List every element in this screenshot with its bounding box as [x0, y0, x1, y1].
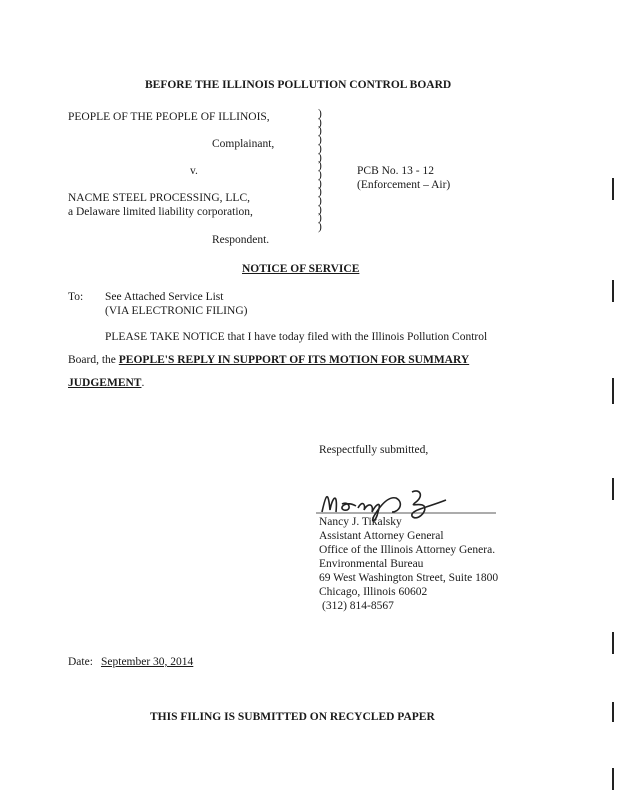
notice-body-line-2: [68, 353, 469, 367]
attorney-bureau: Environmental Bureau: [319, 558, 424, 570]
attorney-city: Chicago, Illinois 60602: [319, 586, 428, 598]
paren: ): [318, 134, 322, 147]
scan-artifact: [612, 768, 614, 790]
notice-body-line-3: [68, 376, 144, 390]
paren: ): [318, 151, 322, 164]
paren: ): [318, 142, 322, 155]
complainant-label: Complainant,: [212, 138, 275, 150]
paren: ): [318, 108, 322, 120]
defendant-name: NACME STEEL PROCESSING, LLC,: [68, 192, 250, 204]
paren: ): [318, 168, 322, 181]
body-suffix: .: [141, 377, 145, 389]
date-label: Date:: [68, 656, 93, 668]
respondent-label: Respondent.: [212, 234, 270, 246]
closing: Respectfully submitted,: [319, 444, 429, 456]
case-type: (Enforcement – Air): [357, 179, 451, 191]
plaintiff-name: PEOPLE OF THE PEOPLE OF ILLINOIS,: [68, 111, 270, 123]
notice-title: NOTICE OF SERVICE: [242, 263, 360, 275]
attorney-phone: (312) 814-8567: [322, 600, 394, 612]
paren: ): [318, 212, 322, 225]
scan-artifact: [612, 702, 614, 722]
date-value: September 30, 2014: [101, 656, 194, 668]
to-delivery-method: (VIA ELECTRONIC FILING): [105, 305, 248, 317]
notice-body-line-1: PLEASE TAKE NOTICE that I have today filed with the Illinois Pollution Control: [105, 331, 488, 343]
scan-artifact: [612, 478, 614, 500]
filing-title: PEOPLE'S REPLY IN SUPPORT OF ITS MOTION FOR SUMMARY: [118, 354, 470, 366]
body-prefix: Board, the: [68, 354, 119, 366]
scan-artifact: [612, 378, 614, 404]
attorney-title: Assistant Attorney General: [319, 530, 444, 542]
paren: ): [318, 177, 322, 190]
attorney-street: 69 West Washington Street, Suite 1800: [319, 572, 499, 584]
paren: ): [318, 125, 322, 138]
filing-title-cont: JUDGEMENT: [68, 377, 142, 389]
scan-artifact: [612, 632, 614, 654]
attorney-office: Office of the Illinois Attorney Genera.: [319, 544, 496, 556]
paren: ): [318, 160, 322, 173]
to-label: To:: [68, 291, 84, 303]
paren: ): [318, 221, 322, 234]
paren: ): [318, 116, 322, 129]
defendant-description: a Delaware limited liability corporation,: [68, 206, 253, 218]
scan-artifact: [612, 178, 614, 200]
case-number: PCB No. 13 - 12: [357, 165, 434, 177]
scan-artifact: [612, 280, 614, 302]
caption-divider: [318, 110, 322, 232]
attorney-name: Nancy J. Tikalsky: [319, 516, 402, 528]
paren: ): [318, 186, 322, 199]
to-recipient: See Attached Service List: [105, 291, 224, 303]
court-heading: BEFORE THE ILLINOIS POLLUTION CONTROL BOARD: [145, 79, 452, 91]
recycled-paper-footer: THIS FILING IS SUBMITTED ON RECYCLED PAPER: [150, 711, 435, 723]
versus-label: v.: [190, 165, 198, 177]
paren: ): [318, 203, 322, 216]
paren: ): [318, 195, 322, 208]
